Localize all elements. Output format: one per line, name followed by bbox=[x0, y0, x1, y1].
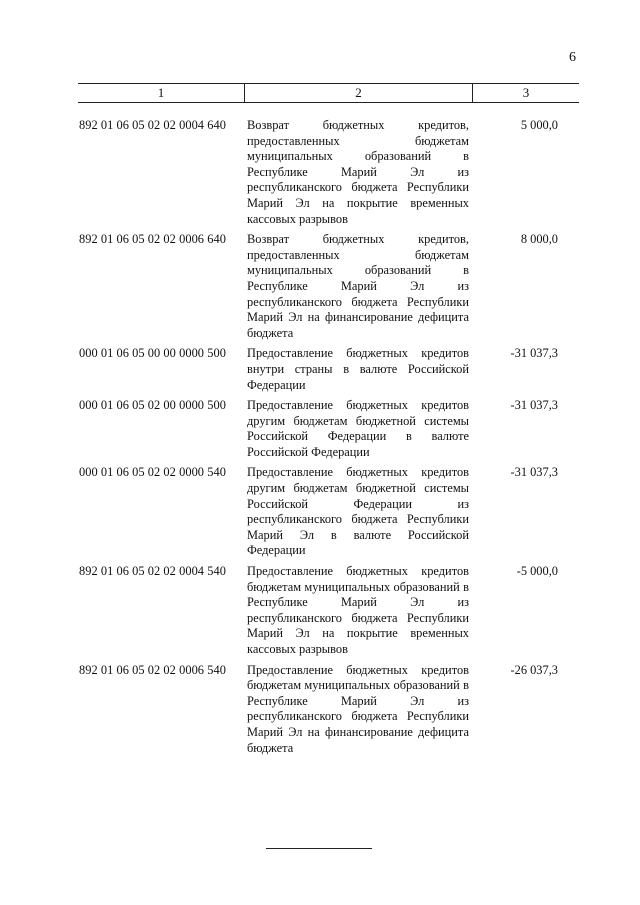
row-amount: 5 000,0 bbox=[520, 118, 558, 132]
table-body bbox=[79, 118, 579, 761]
table-row bbox=[79, 465, 579, 559]
table-row bbox=[79, 398, 579, 460]
header-col-2: 2 bbox=[245, 84, 473, 102]
table-row bbox=[79, 118, 579, 227]
budget-code: 892 01 06 05 02 02 0006 540 bbox=[79, 662, 226, 677]
table-row bbox=[79, 663, 579, 757]
row-description: Предоставление бюджетных кредитов бюджетам муниципальных образований в Республике Марий Эл из республиканского бюджета Республики Марий Эл на финансирование дефицита бюджета bbox=[247, 662, 469, 755]
budget-code: 892 01 06 05 02 02 0004 540 bbox=[79, 564, 226, 579]
row-description: Предоставление бюджетных кредитов бюджетам муниципальных образований в Республике Марий Эл из республиканского бюджета Республики Марий Эл на покрытие временных кассовых разрывов bbox=[247, 564, 469, 656]
budget-code: 892 01 06 05 02 02 0004 640 bbox=[79, 118, 226, 132]
budget-code: 000 01 06 05 00 00 0000 500 bbox=[79, 346, 226, 361]
budget-code: 000 01 06 05 02 02 0000 540 bbox=[79, 465, 226, 480]
row-amount: -31 037,3 bbox=[510, 465, 558, 480]
row-amount: -31 037,3 bbox=[510, 398, 558, 413]
row-description: Возврат бюджетных кредитов, предоставленных бюджетам муниципальных образований в Республике Марий Эл из республиканского бюджета Республики Марий Эл на покрытие временных кассовых разрывов bbox=[247, 118, 469, 226]
row-description: Предоставление бюджетных кредитов другим бюджетам бюджетной системы Российской Федерации из республиканского бюджета Республики Марий Эл в валюте Российской Федерации bbox=[247, 465, 469, 558]
table-row bbox=[79, 564, 579, 658]
row-amount: 8 000,0 bbox=[520, 232, 558, 247]
row-description: Предоставление бюджетных кредитов другим бюджетам бюджетной системы Российской Федерации в валюте Российской Федерации bbox=[247, 398, 469, 459]
header-col-3: 3 bbox=[522, 85, 530, 100]
row-amount: -5 000,0 bbox=[516, 564, 558, 579]
table-header bbox=[78, 83, 579, 103]
row-description: Предоставление бюджетных кредитов внутри страны в валюте Российской Федерации bbox=[247, 346, 469, 392]
budget-code: 000 01 06 05 02 00 0000 500 bbox=[79, 398, 226, 413]
header-col-1: 1 bbox=[78, 84, 245, 102]
row-amount: -31 037,3 bbox=[510, 346, 558, 361]
page-number: 6 bbox=[569, 50, 576, 65]
table-row bbox=[79, 346, 579, 393]
footer-divider bbox=[266, 848, 372, 849]
budget-code: 892 01 06 05 02 02 0006 640 bbox=[79, 232, 226, 247]
table-row bbox=[79, 232, 579, 341]
row-amount: -26 037,3 bbox=[510, 662, 558, 677]
row-description: Возврат бюджетных кредитов, предоставленных бюджетам муниципальных образований в Республике Марий Эл из республиканского бюджета Республики Марий Эл на финансирование дефицита бюджета bbox=[247, 232, 469, 340]
